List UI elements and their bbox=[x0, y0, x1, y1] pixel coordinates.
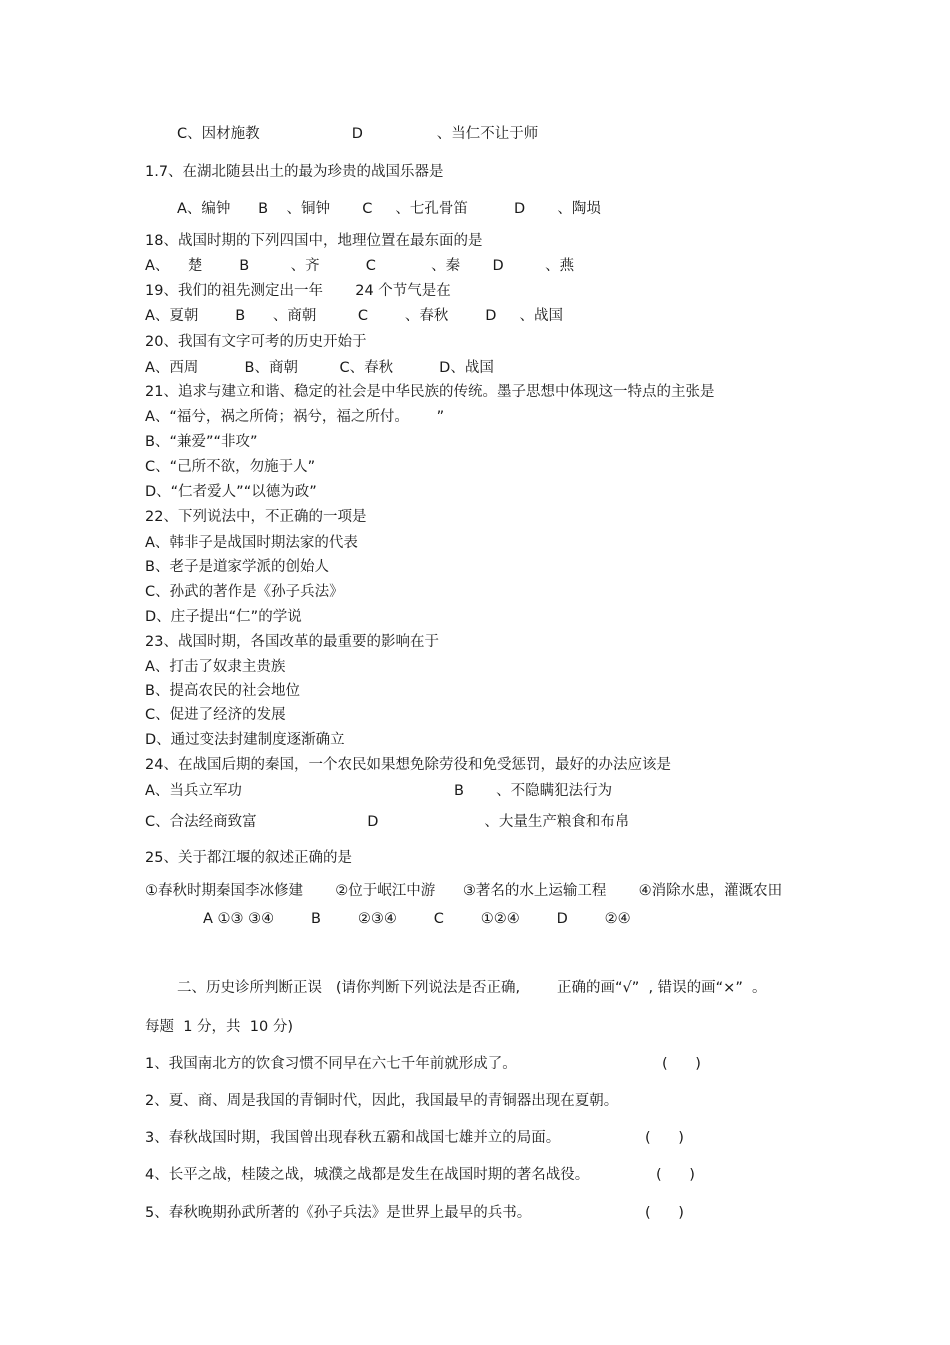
tf-item-1: 1、我国南北方的饮食习惯不同早在六七千年前就形成了。 bbox=[145, 1056, 517, 1072]
q21-stem: 21、追求与建立和谐、稳定的社会是中华民族的传统。墨子思想中体现这一特点的主张是 bbox=[145, 384, 715, 400]
q19-stem: 19、我们的祖先测定出一年 24 个节气是在 bbox=[145, 283, 451, 299]
q24-stem: 24、在战国后期的秦国，一个农民如果想免除劳役和免受惩罚，最好的办法应该是 bbox=[145, 757, 671, 773]
q23-option-b: B、提高农民的社会地位 bbox=[145, 683, 300, 699]
q17-options: A、编钟 B 、铜钟 C 、七孔骨笛 D 、陶埙 bbox=[177, 201, 601, 217]
q21-option-c: C、“己所不欲，勿施于人” bbox=[145, 459, 316, 475]
tf-answer-blank-3[interactable]: ( ) bbox=[645, 1130, 684, 1146]
q17-stem: 1.7、在湖北随县出土的最为珍贵的战国乐器是 bbox=[145, 164, 444, 180]
q16-options: C、因材施教 D 、当仁不让于师 bbox=[177, 126, 539, 142]
q21-option-a: A、“福兮，祸之所倚；祸兮，福之所付。 ” bbox=[145, 409, 445, 425]
tf-item-4: 4、长平之战，桂陵之战，城濮之战都是发生在战国时期的著名战役。 bbox=[145, 1167, 590, 1183]
section-two-scoring: 每题 1 分，共 10 分) bbox=[145, 1019, 293, 1035]
q18-options: A、 楚 B 、齐 C 、秦 D 、燕 bbox=[145, 258, 575, 274]
q25-stem: 25、关于都江堰的叙述正确的是 bbox=[145, 850, 352, 866]
q22-stem: 22、下列说法中，不正确的一项是 bbox=[145, 509, 367, 525]
tf-answer-blank-5[interactable]: ( ) bbox=[645, 1205, 684, 1221]
q25-options: A ①③ ③④ B ②③④ C ①②④ D ②④ bbox=[203, 911, 631, 927]
q22-option-c: C、孙武的著作是《孙子兵法》 bbox=[145, 584, 344, 600]
q24-options-cd: C、合法经商致富 D 、大量生产粮食和布帛 bbox=[145, 814, 630, 830]
q23-option-d: D、通过变法封建制度逐渐确立 bbox=[145, 732, 345, 748]
q24-options-ab: A、当兵立军功 B 、不隐瞒犯法行为 bbox=[145, 783, 613, 799]
tf-item-2: 2、夏、商、周是我国的青铜时代，因此，我国最早的青铜器出现在夏朝。 bbox=[145, 1093, 619, 1109]
q21-option-d: D、“仁者爱人”“以德为政” bbox=[145, 484, 317, 500]
q22-option-b: B、老子是道家学派的创始人 bbox=[145, 559, 329, 575]
q23-option-c: C、促进了经济的发展 bbox=[145, 707, 286, 723]
q22-option-d: D、庄子提出“仁”的学说 bbox=[145, 609, 302, 625]
q23-option-a: A、打击了奴隶主贵族 bbox=[145, 659, 286, 675]
q21-option-b: B、“兼爱”“非攻” bbox=[145, 434, 258, 450]
q22-option-a: A、韩非子是战国时期法家的代表 bbox=[145, 535, 358, 551]
q20-stem: 20、我国有文字可考的历史开始于 bbox=[145, 334, 367, 350]
q20-options: A、西周 B、商朝 C、春秋 D、战国 bbox=[145, 360, 494, 376]
tf-item-3: 3、春秋战国时期，我国曾出现春秋五霸和战国七雄并立的局面。 bbox=[145, 1130, 561, 1146]
q23-stem: 23、战国时期，各国改革的最重要的影响在于 bbox=[145, 634, 439, 650]
tf-item-5: 5、春秋晚期孙武所著的《孙子兵法》是世界上最早的兵书。 bbox=[145, 1205, 532, 1221]
q19-options: A、夏朝 B 、商朝 C 、春秋 D 、战国 bbox=[145, 308, 563, 324]
tf-answer-blank-1[interactable]: ( ) bbox=[662, 1056, 701, 1072]
tf-answer-blank-4[interactable]: ( ) bbox=[656, 1167, 695, 1183]
q25-statements: ①春秋时期秦国李冰修建 ②位于岷江中游 ③著名的水上运输工程 ④消除水患，灌溉农田 bbox=[145, 883, 783, 899]
section-two-heading: 二、历史诊所判断正误 (请你判断下列说法是否正确, 正确的画“√” , 错误的画“×” 。 bbox=[177, 980, 767, 996]
q18-stem: 18、战国时期的下列四国中，地理位置在最东面的是 bbox=[145, 233, 483, 249]
